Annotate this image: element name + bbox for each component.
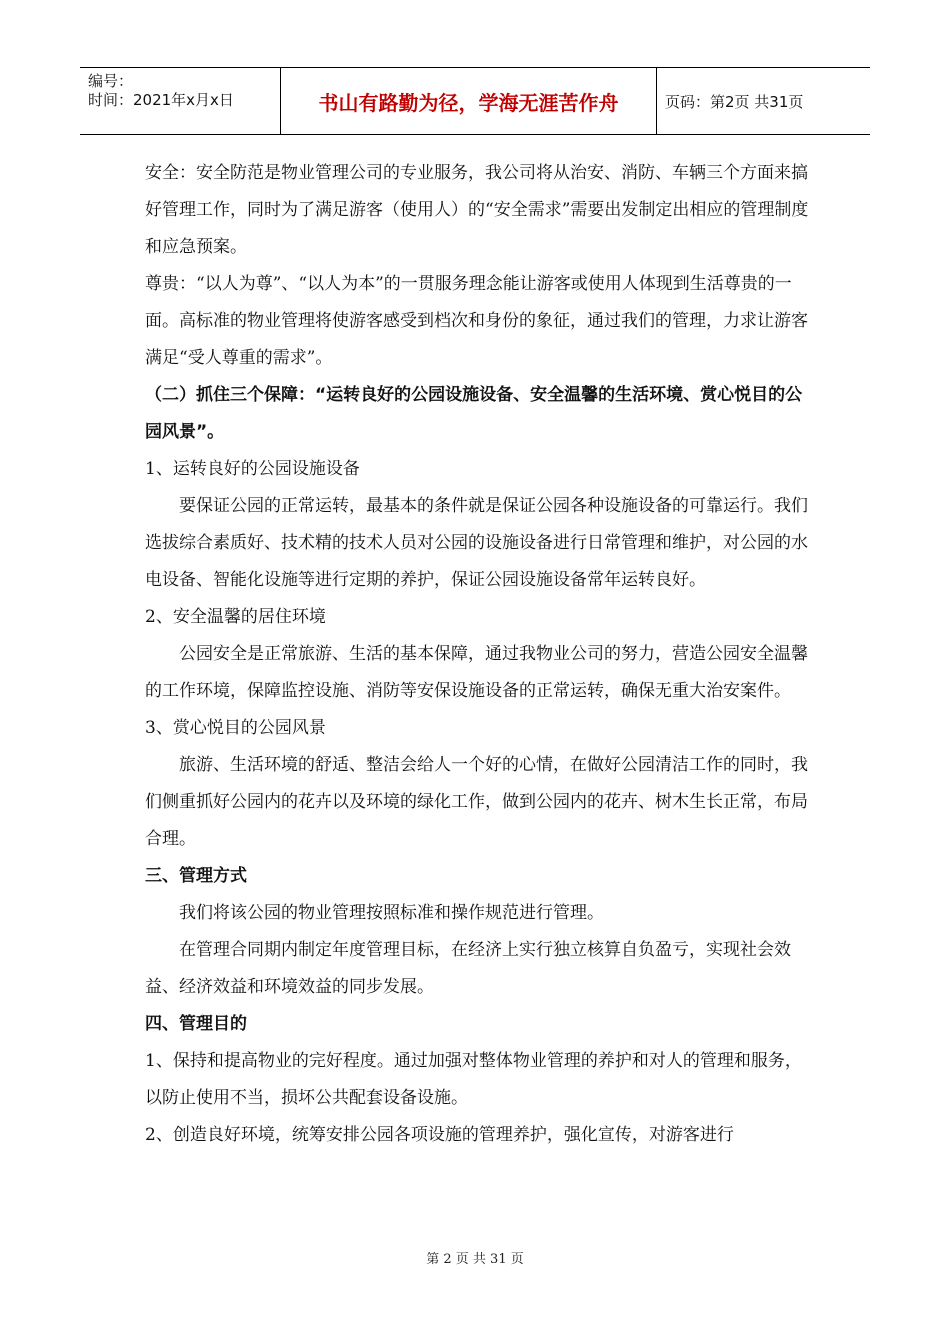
subheading-environment: 2、安全温馨的居住环境 (145, 607, 326, 627)
section-heading-management-purpose: 四、管理目的 (145, 1014, 247, 1034)
header-table (80, 67, 870, 135)
subheading-facilities: 1、运转良好的公园设施设备 (145, 459, 360, 479)
paragraph-purpose-1: 1、保持和提高物业的完好程度。通过加强对整体物业管理的养护和对人的管理和服务，以防止使用不当，损坏公共配套设备设施。 (145, 1051, 802, 1108)
paragraph-safety: 安全：安全防范是物业管理公司的专业服务，我公司将从治安、消防、车辆三个方面来搞好管理工作，同时为了满足游客（使用人）的“安全需求”需要出发制定出相应的管理制度和应急预案。 (145, 163, 809, 257)
document-date: 时间：2021年x月x日 (88, 91, 234, 109)
paragraph-environment: 公园安全是正常旅游、生活的基本保障，通过我物业公司的努力，营造公园安全温馨的工作环境，保障监控设施、消防等安保设施设备的正常运转，确保无重大治安案件。 (145, 644, 808, 701)
section-heading-guarantees: （二）抓住三个保障：“运转良好的公园设施设备、安全温馨的生活环境、赏心悦目的公园风景”。 (145, 385, 803, 442)
header-meta (80, 68, 281, 134)
section-heading-management-method: 三、管理方式 (145, 866, 247, 886)
paragraph-scenery: 旅游、生活环境的舒适、整洁会给人一个好的心情，在做好公园清洁工作的同时，我们侧重抓好公园内的花卉以及环境的绿化工作，做到公园内的花卉、树木生长正常，布局合理。 (145, 755, 808, 849)
paragraph-method-1: 我们将该公园的物业管理按照标准和操作规范进行管理。 (179, 903, 604, 923)
page-footer: 第 2 页 共 31 页 (426, 1252, 524, 1267)
paragraph-purpose-2: 2、创造良好环境，统筹安排公园各项设施的管理养护，强化宣传，对游客进行 (145, 1125, 734, 1145)
document-number: 编号： (88, 72, 134, 90)
subheading-scenery: 3、赏心悦目的公园风景 (145, 718, 326, 738)
document-body (145, 155, 813, 1154)
paragraph-method-2: 在管理合同期内制定年度管理目标，在经济上实行独立核算自负盈亏，实现社会效益、经济效益和环境效益的同步发展。 (145, 940, 791, 997)
paragraph-facilities: 要保证公园的正常运转，最基本的条件就是保证公园各种设施设备的可靠运行。我们选拔综合素质好、技术精的技术人员对公园的设施设备进行日常管理和维护，对公园的水电设备、智能化设施等进行定期的养护，保证公园设施设备常年运转良好。 (145, 496, 808, 590)
paragraph-dignity: 尊贵：“以人为尊”、“以人为本”的一贯服务理念能让游客或使用人体现到生活尊贵的一面。高标准的物业管理将使游客感受到档次和身份的象征，通过我们的管理，力求让游客满足“受人尊重的需求”。 (145, 274, 808, 368)
header-page-info: 页码：第2页 共31页 (665, 92, 804, 111)
header-motto: 书山有路勤为径，学海无涯苦作舟 (281, 68, 657, 134)
